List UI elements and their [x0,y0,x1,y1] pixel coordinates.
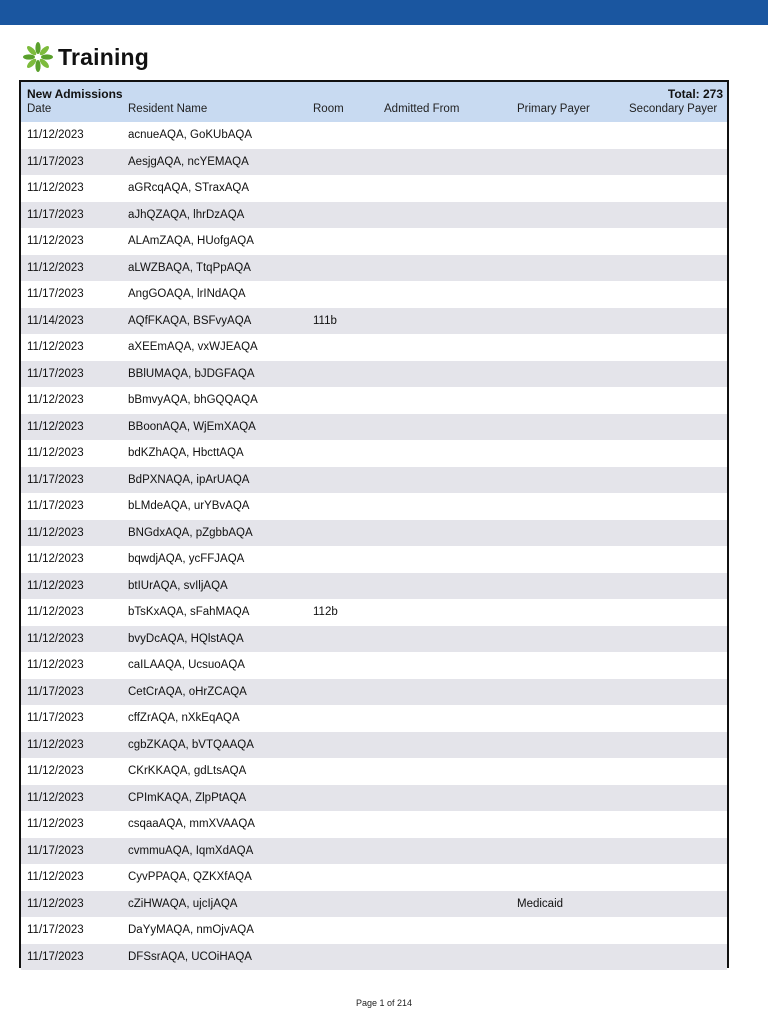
cell-date: 11/12/2023 [27,791,84,804]
table-row [21,281,727,308]
top-banner [0,0,768,25]
cell-resident-name: cZiHWAQA, ujcIjAQA [128,897,238,910]
cell-resident-name: AQfFKAQA, BSFvyAQA [128,314,252,327]
total-count: Total: 273 [667,87,723,101]
cell-date: 11/12/2023 [27,447,84,459]
table-row [21,917,727,944]
cell-date: 11/12/2023 [27,632,84,645]
table-row [21,175,727,202]
cell-resident-name: bdKZhAQA, HbcttAQA [128,447,244,459]
cell-date: 11/17/2023 [27,367,84,380]
cell-resident-name: caILAAQA, UcsuoAQA [128,659,245,671]
column-header-room: Room [313,103,344,115]
cell-resident-name: aLWZBAQA, TtqPpAQA [128,261,251,274]
cell-resident-name: ALAmZAQA, HUofgAQA [128,235,254,247]
cell-resident-name: CyvPPAQA, QZKXfAQA [128,871,252,883]
table-row [21,149,727,176]
cell-resident-name: cffZrAQA, nXkEqAQA [128,712,240,724]
cell-date: 11/12/2023 [27,553,84,565]
cell-date: 11/12/2023 [27,659,84,671]
table-row [21,334,727,361]
report-title: Training [58,43,150,70]
table-row [21,361,727,388]
cell-resident-name: CPImKAQA, ZlpPtAQA [128,791,247,804]
table-row [21,679,727,706]
cell-resident-name: BBlUMAQA, bJDGFAQA [128,367,255,380]
table-row [21,864,727,891]
table-row [21,255,727,282]
cell-resident-name: btIUrAQA, svIljAQA [128,579,228,592]
cell-date: 11/17/2023 [27,288,84,300]
table-header [21,82,727,122]
table-row [21,520,727,547]
cell-date: 11/12/2023 [27,129,84,141]
table-row [21,440,727,467]
cell-resident-name: aJhQZAQA, lhrDzAQA [128,208,245,221]
cell-date: 11/17/2023 [27,950,84,963]
column-header-secondary-payer: Secondary Payer [629,103,718,115]
cell-resident-name: BNGdxAQA, pZgbbAQA [128,526,253,539]
cell-date: 11/17/2023 [27,924,84,936]
table-row [21,785,727,812]
table-row [21,838,727,865]
flower-logo-icon [22,41,54,73]
cell-resident-name: bvyDcAQA, HQlstAQA [128,632,244,645]
table-row [21,626,727,653]
table-row [21,308,727,335]
table-row [21,732,727,759]
column-header-resident-name: Resident Name [128,103,208,115]
section-title: New Admissions [27,87,123,101]
cell-room: 111b [313,314,337,327]
cell-date: 11/12/2023 [27,420,84,433]
cell-resident-name: DFSsrAQA, UCOiHAQA [128,950,252,963]
table-row [21,573,727,600]
table-row [21,758,727,785]
cell-resident-name: acnueAQA, GoKUbAQA [128,129,253,141]
table-row [21,493,727,520]
cell-date: 11/12/2023 [27,871,84,883]
cell-resident-name: bqwdjAQA, ycFFJAQA [128,553,245,565]
cell-resident-name: BdPXNAQA, ipArUAQA [128,473,250,486]
column-header-primary-payer: Primary Payer [517,103,590,115]
cell-date: 11/12/2023 [27,818,84,830]
cell-resident-name: CetCrAQA, oHrZCAQA [128,685,247,698]
cell-resident-name: cgbZKAQA, bVTQAAQA [128,738,254,751]
table-row [21,705,727,732]
cell-date: 11/17/2023 [27,712,84,724]
cell-date: 11/12/2023 [27,526,84,539]
cell-date: 11/12/2023 [27,235,84,247]
cell-date: 11/17/2023 [27,500,84,512]
cell-date: 11/12/2023 [27,765,84,777]
cell-date: 11/12/2023 [27,261,84,274]
cell-resident-name: CKrKKAQA, gdLtsAQA [128,765,247,777]
table-body [21,122,727,970]
cell-resident-name: BBoonAQA, WjEmXAQA [128,420,256,433]
cell-date: 11/12/2023 [27,897,84,910]
table-row [21,202,727,229]
cell-resident-name: bLMdeAQA, urYBvAQA [128,500,250,512]
cell-resident-name: aXEEmAQA, vxWJEAQA [128,341,258,353]
table-row [21,546,727,573]
cell-date: 11/12/2023 [27,394,84,406]
table-row [21,811,727,838]
cell-date: 11/12/2023 [27,182,84,194]
cell-resident-name: bTsKxAQA, sFahMAQA [128,606,250,618]
cell-date: 11/12/2023 [27,341,84,353]
cell-date: 11/17/2023 [27,685,84,698]
cell-resident-name: bBmvyAQA, bhGQQAQA [128,394,258,406]
page-number: Page 1 of 214 [355,998,413,1008]
cell-date: 11/12/2023 [27,579,84,592]
table-row [21,228,727,255]
table-row [21,891,727,918]
cell-resident-name: DaYyMAQA, nmOjvAQA [128,924,254,936]
table-row [21,599,727,626]
new-admissions-table [19,80,729,968]
table-row [21,122,727,149]
cell-resident-name: aGRcqAQA, STraxAQA [128,182,249,194]
report-brand [22,40,149,74]
cell-room: 112b [313,606,338,618]
cell-resident-name: csqaaAQA, mmXVAAQA [128,818,255,830]
cell-date: 11/12/2023 [27,606,84,618]
cell-date: 11/17/2023 [27,844,84,857]
cell-date: 11/17/2023 [27,155,84,168]
cell-date: 11/17/2023 [27,473,84,486]
cell-date: 11/17/2023 [27,208,84,221]
cell-resident-name: AngGOAQA, lrINdAQA [128,288,246,300]
table-row [21,467,727,494]
cell-date: 11/12/2023 [27,738,84,751]
cell-resident-name: AesjgAQA, ncYEMAQA [128,155,249,168]
column-header-date: Date [27,103,52,115]
table-row [21,944,727,971]
cell-resident-name: cvmmuAQA, IqmXdAQA [128,844,254,857]
table-row [21,652,727,679]
table-row [21,387,727,414]
column-header-admitted-from: Admitted From [384,103,460,115]
cell-primary-payer: Medicaid [517,897,564,910]
cell-date: 11/14/2023 [27,314,84,327]
table-row [21,414,727,441]
